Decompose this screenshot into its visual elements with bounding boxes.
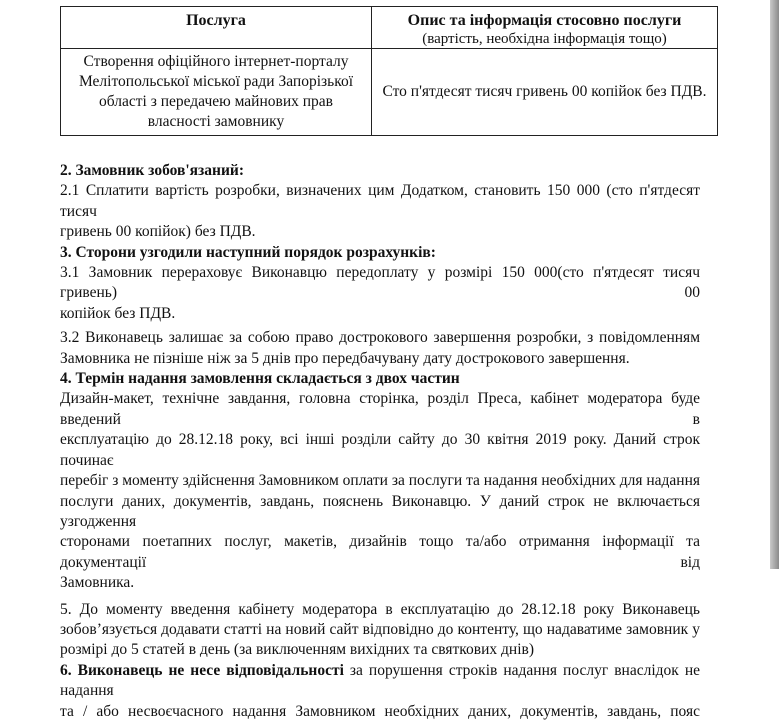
section-4-line: експлуатацію до 28.12.18 року, всі інші розділи сайту до 30 квітня 2019 року. Даний строк починає [60,431,700,469]
service-name-cell [61,49,372,136]
header-description-subtitle: (вартість, необхідна інформація тощо) [422,31,667,47]
section-4-line: сторонами поетапних послуг, макетів, дизайнів тощо та/або отримання інформації та документації від [60,533,700,571]
section-5-line: 5. До моменту введення кабінету модератора в експлуатацію до 28.12.18 року Виконавець [60,600,700,618]
section-6-line: та / або несвоєчасного надання Замовником необхідних даних, документів, завдань, пояс [60,702,700,720]
section-2-heading: 2. Замовник зобов'язаний: [60,162,244,179]
service-line: області з передачею майнових прав [99,93,333,110]
section-6-line [60,661,700,702]
clause-3-1-line: 3.1 Замовник перераховує Виконавцю передоплату у розмірі 150 000(сто п'ятдесят тисяч гривень) 00 [60,264,700,302]
section-6-heading: 6. Виконавець не несе відповідальності [60,661,344,679]
service-line: власності замовнику [147,113,285,130]
section-5-line: розмірі до 5 статей в день (за виключенням вихідних та святкових днів) [60,641,534,659]
table-row [61,49,718,136]
clause-2-1-line: гривень 00 копійок) без ПДВ. [60,223,256,241]
section-3-heading: 3. Сторони узгодили наступний порядок розрахунків: [60,243,436,261]
section-4-heading: 4. Термін надання замовлення складається з двох частин [60,370,460,388]
clause-3-2-line: Замовника не пізніше ніж за 5 днів про передбачувану дату дострокового завершення. [60,349,630,367]
clause-2-1-line: 2.1 Сплатити вартість розробки, визначених цим Додатком, становить 150 000 (сто п'ятдесят тисяч [60,182,700,220]
clause-3-2-line: 3.2 Виконавець залишає за собою право дострокового завершення розробки, з повідомленням [60,329,700,347]
section-5-line: зобов’язується додавати статті на новий сайт відповідно до контенту, що надаватиме замовник у [60,620,700,638]
section-6-text: за порушення строків надання послуг внаслідок не надання [60,661,700,700]
section-4-line: Замовника. [60,574,135,592]
contract-body [60,161,700,722]
service-line: Мелітопольської міської ради Запорізької [78,73,354,90]
clause-3-1-line: копійок без ПДВ. [60,304,176,322]
services-table [60,6,718,136]
header-description [372,7,718,49]
header-description-title: Опис та інформація стосовно послуги [407,12,682,29]
service-line: Створення офіційного інтернет-порталу [83,53,349,70]
page-edge [770,0,779,569]
table-header-row [61,7,718,49]
section-4-line: Дизайн-макет, технічне завдання, головна сторінка, розділ Преса, кабінет модератора буде введений в [60,390,700,428]
header-service: Послуга [61,7,372,49]
section-4-line: послуги даних, документів, завдань, пояснень Виконавцю. У даний строк не включається узгодження [60,492,700,530]
section-4-line: перебіг з моменту здійснення Замовником оплати за послуги та надання необхідних для надання [60,472,700,490]
service-price-cell: Сто п'ятдесят тисяч гривень 00 копійок без ПДВ. [372,49,718,136]
